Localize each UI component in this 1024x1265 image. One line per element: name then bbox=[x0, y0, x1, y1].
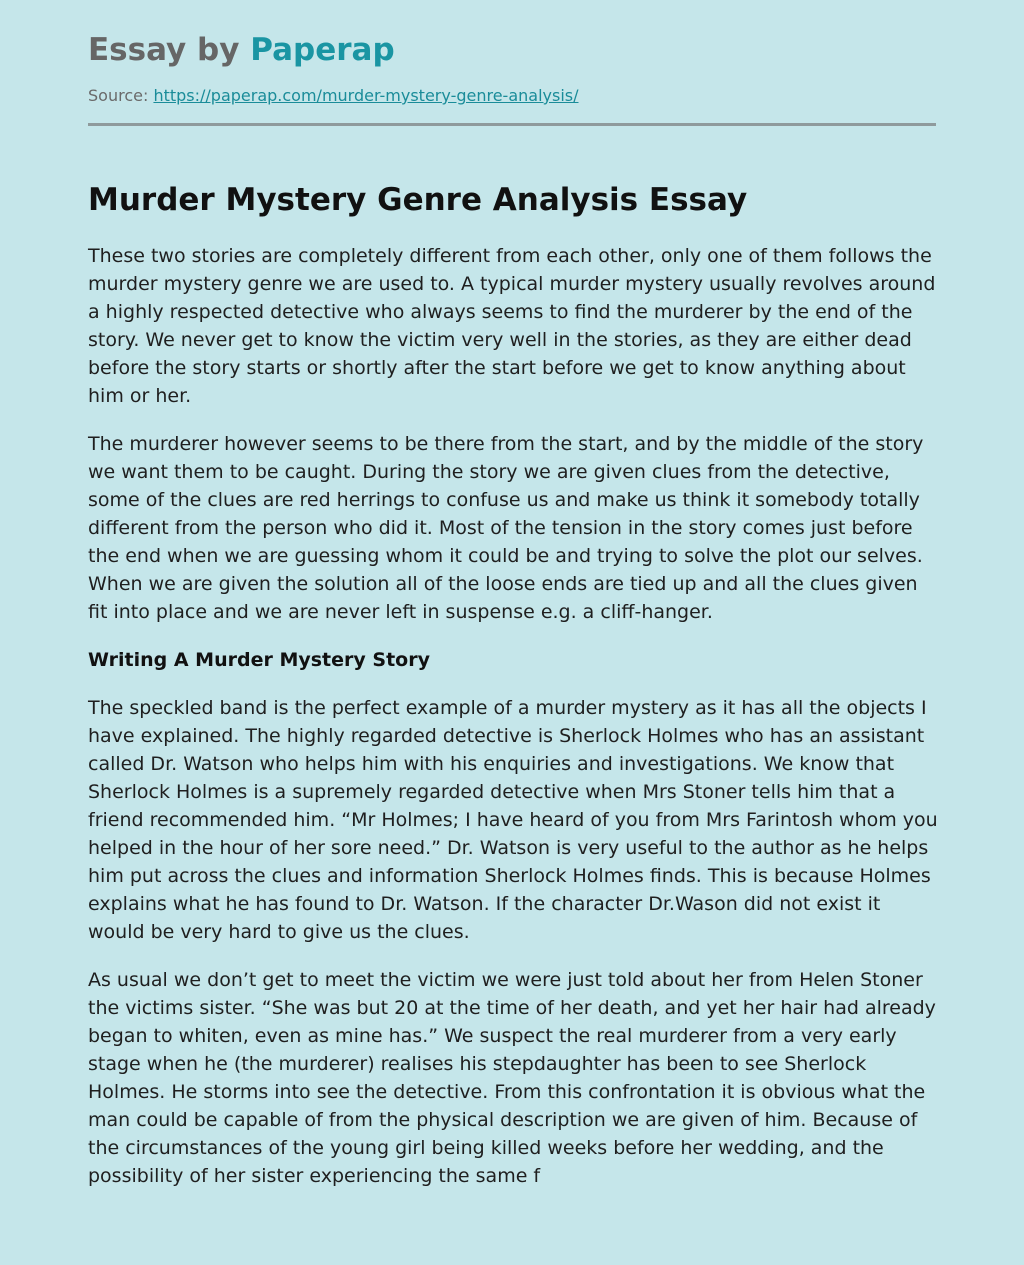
source-label: Source: bbox=[88, 86, 149, 105]
brand-prefix: Essay by bbox=[88, 32, 251, 68]
brand-name: Paperap bbox=[250, 32, 395, 68]
article-subheading: Writing A Murder Mystery Story bbox=[88, 649, 430, 671]
article-paragraph-2: The murderer however seems to be there from the start, and by the middle of the story we want them to be caught. During the story we are given clues from the detective, some of the clues are red herrings to confuse us and make us think it somebody totally different from the person who did it. Most of the tension in the story comes just before the end when we are guessing whom it could be and trying to solve the plot our selves. When we are given the solution all of the loose ends are tied up and all the clues given fit into place and we are never left in suspense e.g. a cliff-hanger. bbox=[88, 433, 924, 623]
article-paragraph-3: The speckled band is the perfect example of a murder mystery as it has all the objects I have explained. The highly regarded detective is Sherlock Holmes who has an assistant called Dr. Watson who helps him with his enquiries and investigations. We know that Sherlock Holmes is a supremely regarded detective when Mrs Stoner tells him that a friend recommended him. “Mr Holmes; I have heard of you from Mrs Farintosh whom you helped in the hour of her sore need.” Dr. Watson is very useful to the author as he helps him put across the clues and information Sherlock Holmes finds. This is because Holmes explains what he has found to Dr. Watson. If the character Dr.Wason did not exist it would be very hard to give us the clues. bbox=[88, 697, 938, 943]
source-link[interactable]: https://paperap.com/murder-mystery-genre-analysis/ bbox=[153, 86, 579, 105]
site-brand bbox=[88, 28, 936, 72]
article-title: Murder Mystery Genre Analysis Essay bbox=[88, 182, 748, 218]
site-header bbox=[88, 28, 936, 107]
article-paragraph-4: As usual we don’t get to meet the victim we were just told about her from Helen Stoner the victims sister. “She was but 20 at the time of her death, and yet her hair had already began to whiten, even as mine has.” We suspect the real murderer from a very early stage when he (the murderer) realises his stepdaughter has been to see Sherlock Holmes. He storms into see the detective. From this confrontation it is obvious what the man could be capable of from the physical description we are given of him. Because of the circumstances of the young girl being killed weeks before her wedding, and the possibility of her sister experiencing the same f bbox=[88, 969, 936, 1187]
article-paragraph-1: These two stories are completely different from each other, only one of them follows the murder mystery genre we are used to. A typical murder mystery usually revolves around a highly respected detective who always seems to find the murderer by the end of the story. We never get to know the victim very well in the stories, as they are either dead before the story starts or shortly after the start before we get to know anything about him or her. bbox=[88, 245, 936, 407]
article-content bbox=[88, 178, 938, 1190]
source-line bbox=[88, 85, 936, 107]
header-divider bbox=[88, 123, 936, 126]
